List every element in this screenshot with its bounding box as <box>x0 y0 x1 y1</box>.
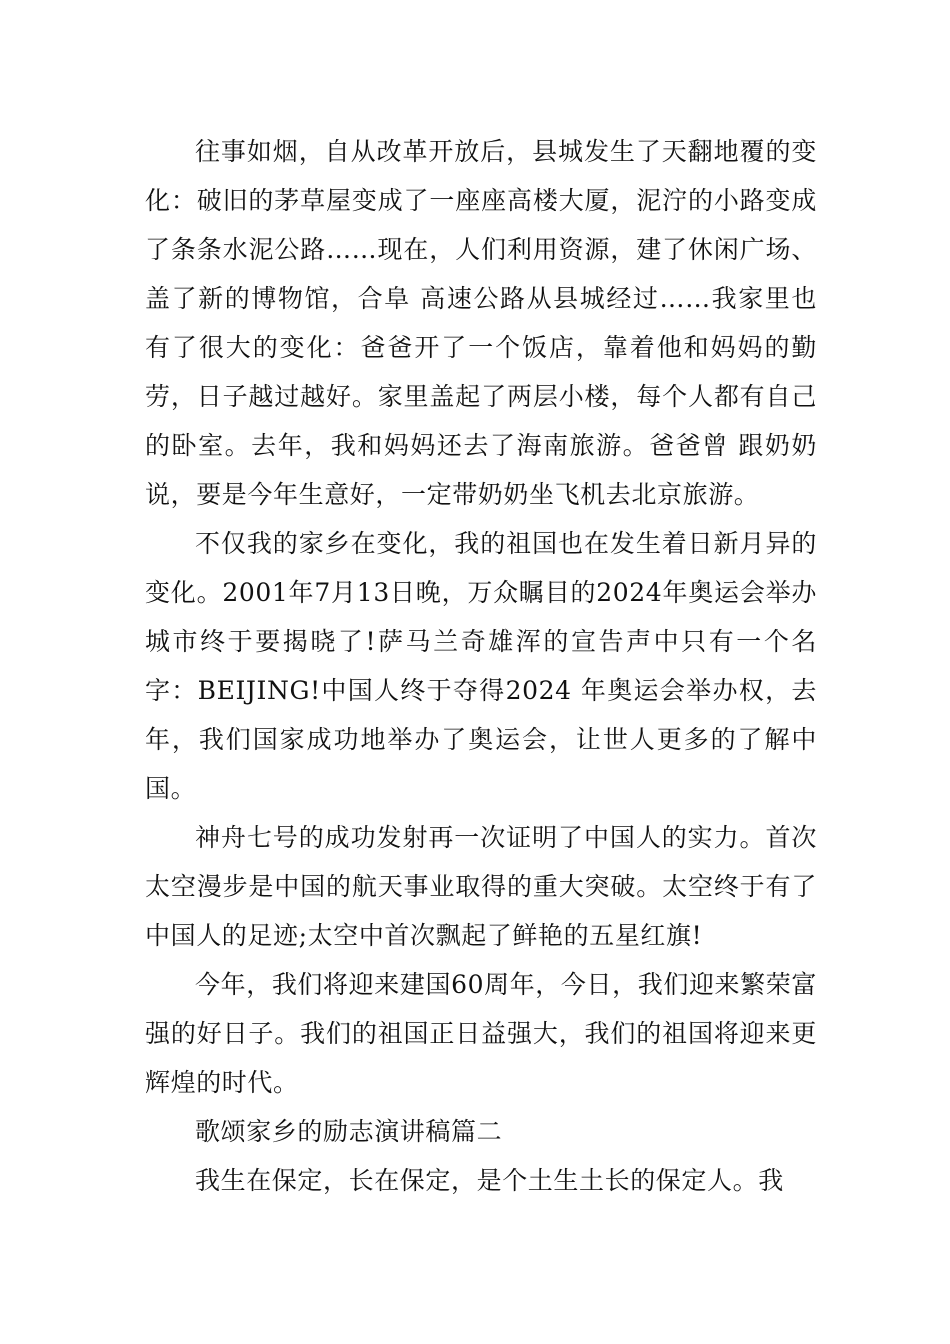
paragraph-4: 今年，我们将迎来建国60周年，今日，我们迎来繁荣富强的好日子。我们的祖国正日益强大，我们的祖国将迎来更辉煌的时代。 <box>145 970 817 1097</box>
body-text <box>145 127 817 1205</box>
paragraph-1: 往事如烟，自从改革开放后，县城发生了天翻地覆的变化：破旧的茅草屋变成了一座座高楼大厦，泥泞的小路变成了条条水泥公路……现在，人们利用资源，建了休闲广场、盖了新的博物馆，合阜 高速公路从县城经过……我家里也有了很大的变化：爸爸开了一个饭店，靠着他和妈妈的勤劳，日子越过越好。家里盖起了两层小楼，每个人都有自己的卧室。去年，我和妈妈还去了海南旅游。爸爸曾 跟奶奶说，要是今年生意好，一定带奶奶坐飞机去北京旅游。 <box>145 137 817 509</box>
section-heading: 歌颂家乡的励志演讲稿篇二 <box>195 1117 503 1146</box>
paragraph-3: 神舟七号的成功发射再一次证明了中国人的实力。首次太空漫步是中国的航天事业取得的重大突破。太空终于有了中国人的足迹;太空中首次飘起了鲜艳的五星红旗! <box>145 823 817 950</box>
paragraph-2: 不仅我的家乡在变化，我的祖国也在发生着日新月异的变化。2001年7月13日晚，万众瞩目的2024年奥运会举办城市终于要揭晓了!萨马兰奇雄浑的宣告声中只有一个名字：BEIJING!中国人终于夺得2024 年奥运会举办权，去年，我们国家成功地举办了奥运会，让世人更多的了解中国。 <box>145 529 817 803</box>
paragraph-5: 我生在保定，长在保定，是个土生土长的保定人。我 <box>195 1166 784 1195</box>
